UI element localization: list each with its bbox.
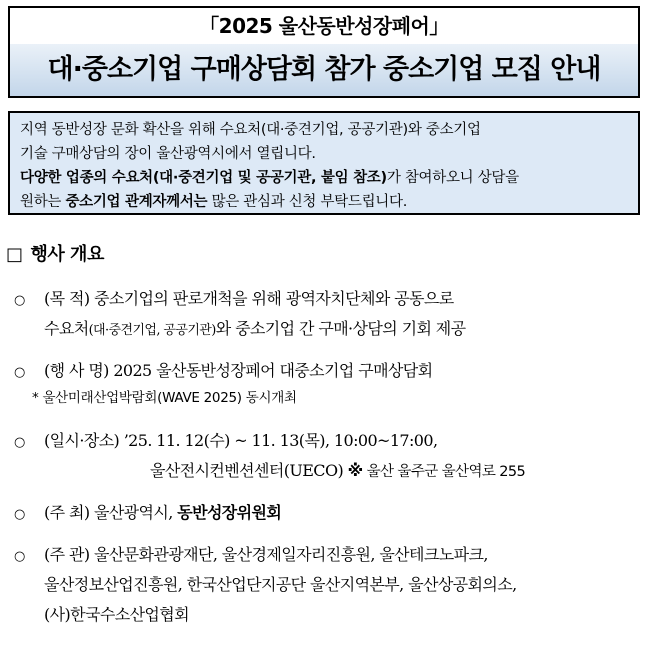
title-box (8, 6, 640, 98)
bullet-icon: ○ (14, 365, 25, 380)
organizer-label: (주 관) (44, 545, 90, 564)
intro-line-3-rest: 가 참여하오니 상담을 (386, 170, 519, 186)
purpose-row (14, 284, 642, 316)
organizer-row (14, 540, 642, 572)
datetime-row-2 (14, 456, 642, 487)
concurrent-note: * 울산미래산업박람회(WAVE 2025) 동시개최 (32, 390, 297, 406)
purpose-line-2-small: (대·중견기업, 공공기관) (88, 323, 216, 338)
host-value-bold: 동반성장위원회 (177, 503, 282, 522)
intro-line-4 (20, 190, 630, 214)
event-name-row (14, 356, 642, 388)
purpose-line-2-a: 수요처 (44, 319, 89, 338)
bullet-icon: ○ (14, 293, 25, 308)
event-title: 「2025 울산동반성장페어」 (199, 14, 449, 38)
intro-line-1: 지역 동반성장 문화 확산을 위해 수요처(대·중견기업, 공공기관)와 중소기업 (20, 122, 481, 138)
bullet-icon: ○ (14, 435, 25, 450)
bullet-icon: ○ (14, 549, 25, 564)
organizer-line-3: (사)한국수소산업협회 (44, 605, 189, 624)
venue-address: 울산 울주군 울산역로 255 (362, 464, 526, 480)
host-label: (주 최) (44, 503, 90, 522)
page-title: 대·중소기업 구매상담회 참가 중소기업 모집 안내 (10, 44, 638, 96)
bullet-icon: ○ (14, 507, 25, 522)
purpose-label: (목 적) (44, 289, 90, 308)
intro-line-3 (20, 166, 630, 190)
datetime-label: (일시·장소) (44, 431, 120, 450)
organizer-line-1: 울산문화관광재단, 울산경제일자리진흥원, 울산테크노파크, (89, 545, 488, 564)
intro-box (8, 111, 640, 215)
organizer-row-2 (14, 570, 642, 600)
event-name-label: (행 사 명) (44, 361, 109, 380)
section-box-icon: □ (6, 244, 23, 265)
intro-line-2: 기술 구매상담의 장이 울산광역시에서 열립니다. (20, 146, 316, 162)
host-value: 울산광역시, (89, 503, 178, 522)
section-heading (6, 240, 104, 266)
intro-line-4-bold: 중소기업 관계자께서는 (65, 194, 208, 210)
intro-line-4-a: 원하는 (20, 194, 66, 210)
purpose-row-2 (14, 314, 642, 346)
datetime-line-1: ’25. 11. 12(수) ~ 11. 13(목), 10:00~17:00, (119, 431, 438, 450)
reference-mark: ※ (347, 461, 363, 480)
host-row (14, 498, 642, 530)
datetime-row (14, 426, 642, 458)
section-title: 행사 개요 (30, 244, 104, 265)
purpose-line-1: 중소기업의 판로개척을 위해 광역자치단체와 공동으로 (89, 289, 454, 308)
intro-line-4-rest: 많은 관심과 신청 부탁드립니다. (207, 194, 408, 210)
organizer-line-2: 울산정보산업진흥원, 한국산업단지공단 울산지역본부, 울산상공회의소, (44, 575, 517, 594)
purpose-line-2-b: 와 중소기업 간 구매·상담의 기회 제공 (215, 319, 466, 338)
organizer-row-3 (14, 600, 642, 630)
event-name-value: 2025 울산동반성장페어 대중소기업 구매상담회 (108, 361, 433, 380)
intro-line-3-bold: 다양한 업종의 수요처(대·중견기업 및 공공기관, 붙임 참조) (20, 170, 387, 186)
venue-name: 울산전시컨벤션센터(UECO) (150, 461, 348, 480)
